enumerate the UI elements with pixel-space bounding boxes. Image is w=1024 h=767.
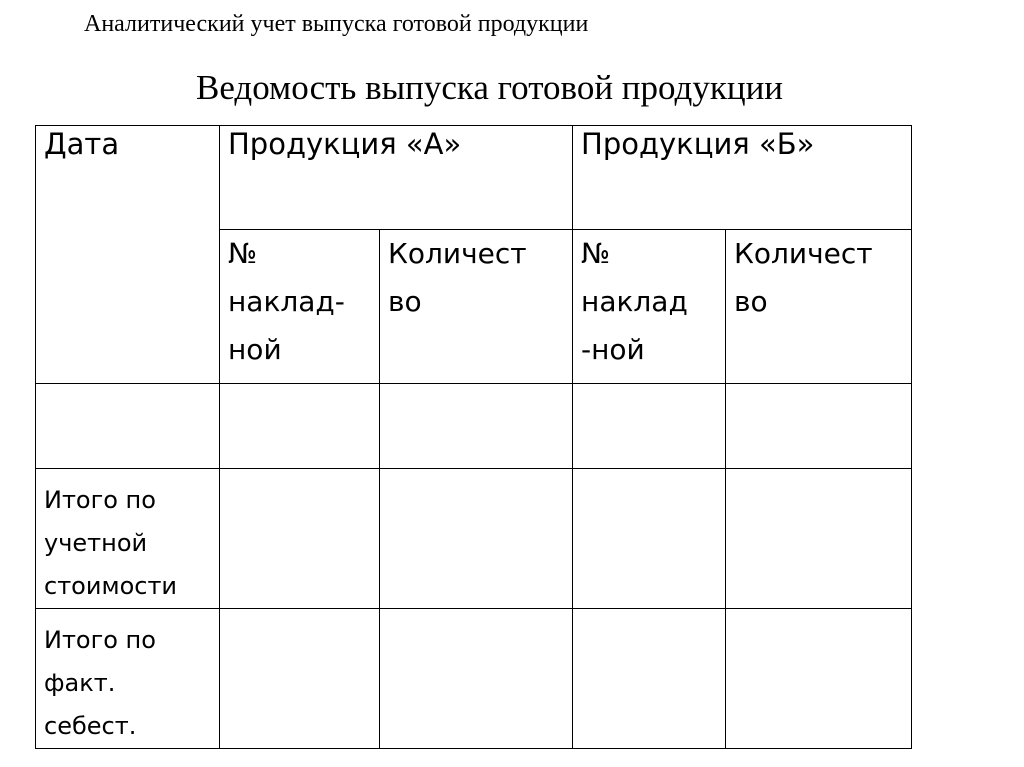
table-cell [726, 384, 912, 469]
table-cell [726, 609, 912, 749]
header-product-a: Продукция «А» [220, 126, 573, 230]
table-cell [573, 469, 726, 609]
table-cell [380, 609, 573, 749]
table-row-data [36, 384, 912, 469]
table-cell [380, 384, 573, 469]
document-header: Аналитический учет выпуска готовой продукции [84, 11, 589, 37]
table-cell [220, 469, 380, 609]
table-row-total-actual [36, 609, 912, 749]
header-a-quantity: Количест во [380, 230, 573, 384]
header-a-invoice-number: № наклад- ной [220, 230, 380, 384]
table-cell [726, 469, 912, 609]
page-title: Ведомость выпуска готовой продукции [196, 68, 784, 107]
output-statement-table [35, 125, 912, 749]
table-cell [220, 384, 380, 469]
table-cell [573, 384, 726, 469]
header-b-quantity: Количест во [726, 230, 912, 384]
table-cell [380, 469, 573, 609]
table-row-total-accounting [36, 469, 912, 609]
header-date: Дата [36, 126, 220, 384]
row-label-total-actual: Итого по факт. себест. [36, 609, 220, 749]
table-cell [573, 609, 726, 749]
row-label-total-accounting: Итого по учетной стоимости [36, 469, 220, 609]
header-product-b: Продукция «Б» [573, 126, 912, 230]
table-header-row [36, 126, 912, 230]
table-cell [36, 384, 220, 469]
header-b-invoice-number: № наклад -ной [573, 230, 726, 384]
table-cell [220, 609, 380, 749]
